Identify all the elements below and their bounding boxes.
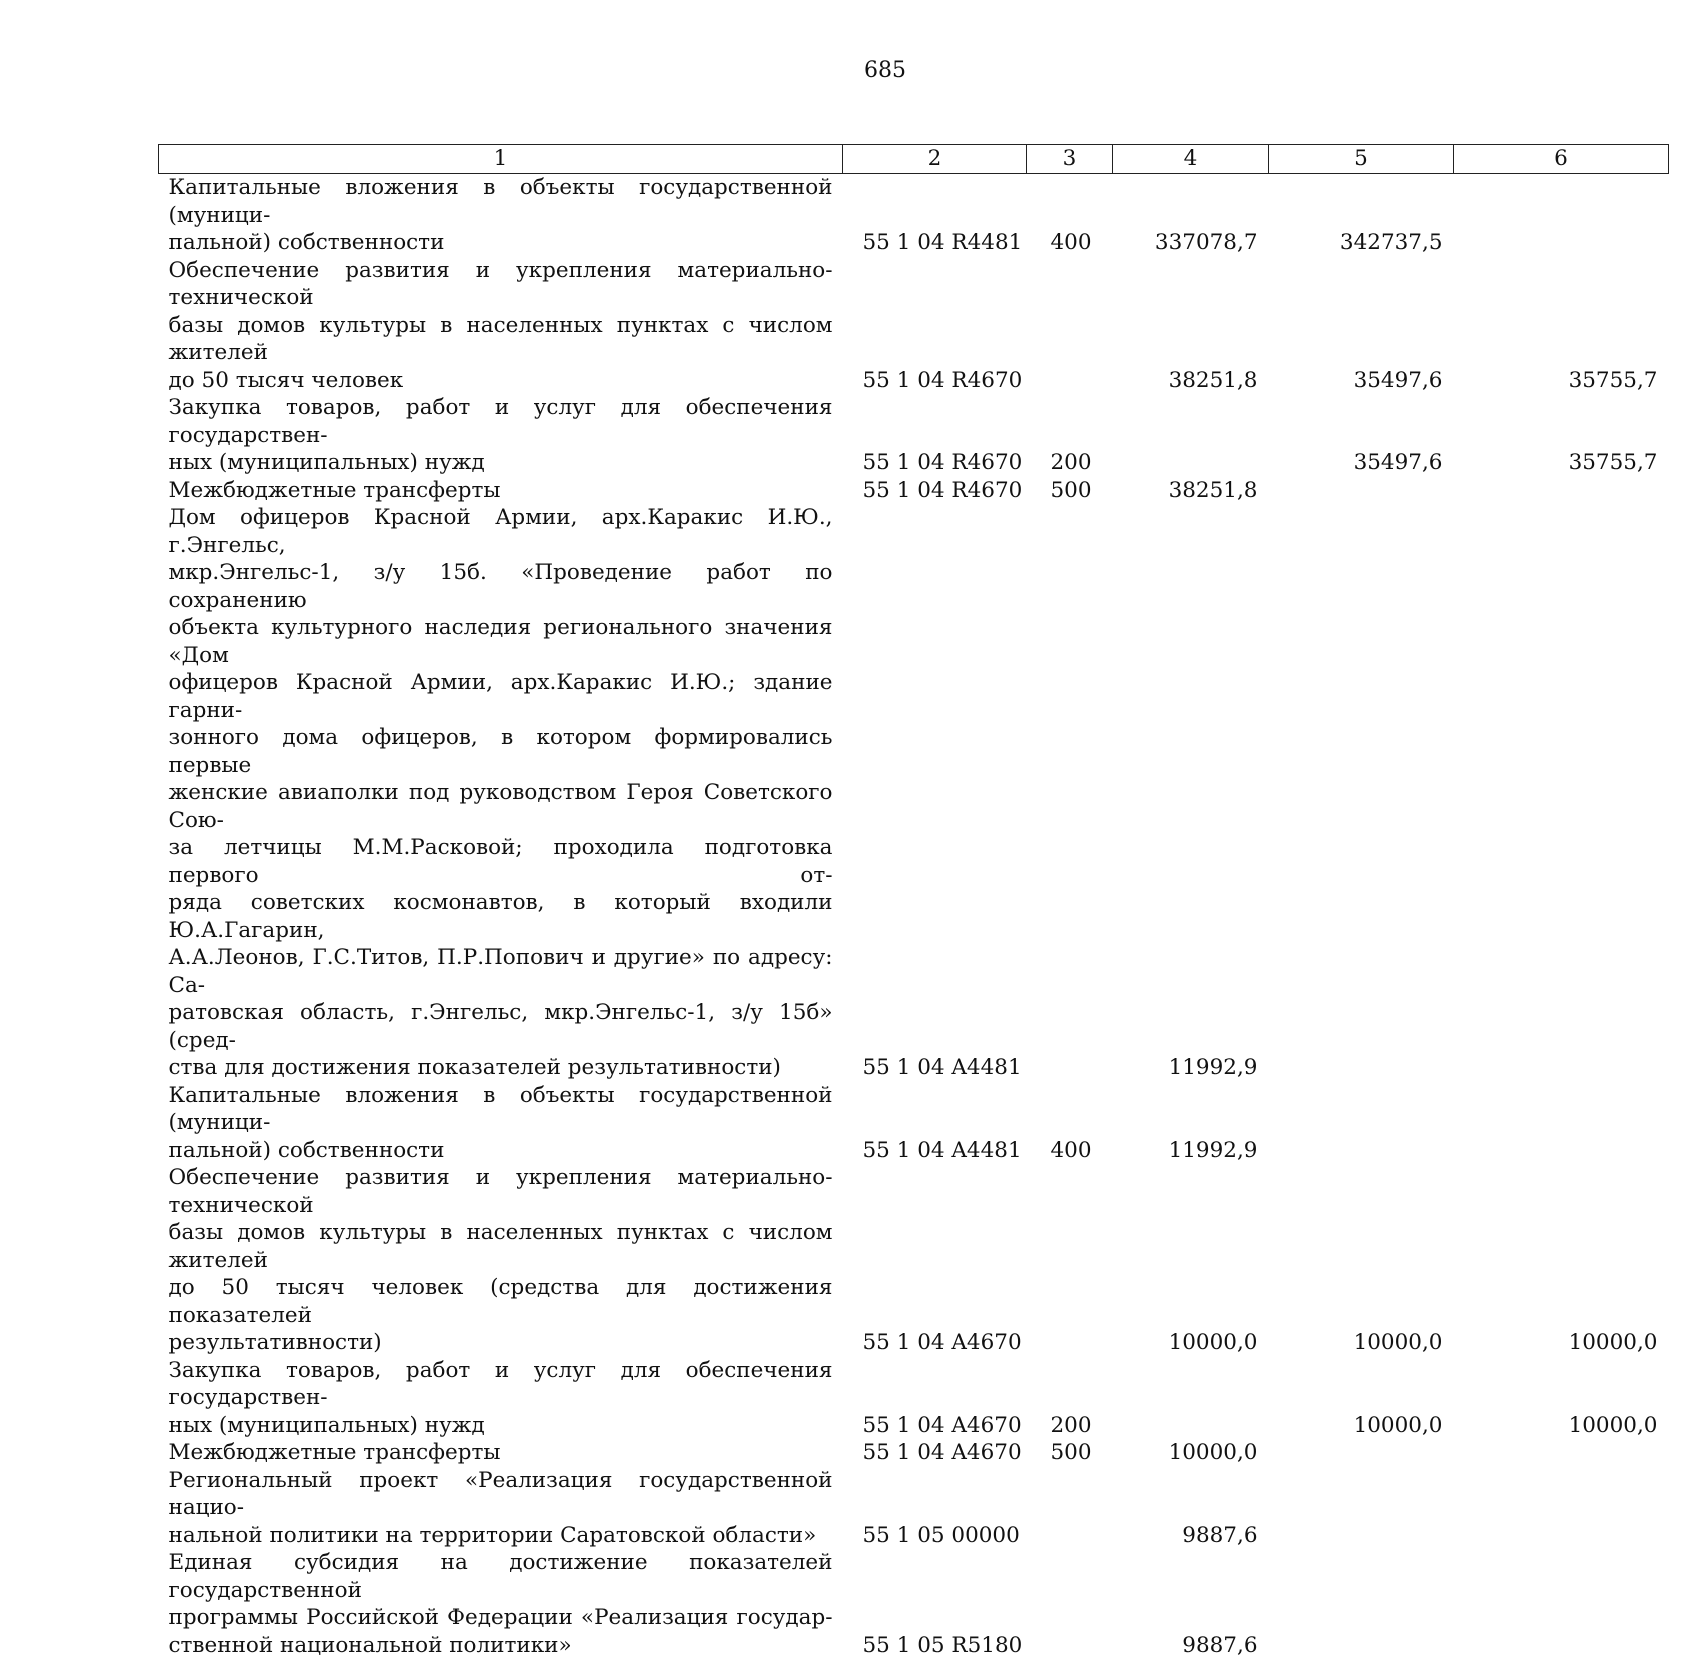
row-sum-2 [1269,504,1454,1082]
row-sum-3 [1454,1549,1669,1659]
table-row [159,504,1669,1082]
column-header-6: 6 [1454,145,1669,174]
row-sum-1: 11992,9 [1113,1082,1269,1165]
row-sum-3 [1454,174,1669,257]
row-code: 55 1 04 A4481 [843,1082,1027,1165]
row-code: 55 1 04 A4670 [843,1357,1027,1440]
table-row [159,1467,1669,1550]
row-expense-type [1027,504,1113,1082]
row-name-line: мкр.Энгельс-1, з/у 15б. «Проведение работ по сохранению [169,559,833,614]
row-code: 55 1 05 R5180 [843,1549,1027,1659]
table-header [159,145,1669,174]
row-name [159,174,843,257]
table-body [159,174,1669,1659]
column-header-2: 2 [843,145,1027,174]
row-expense-type [1027,1467,1113,1550]
row-name [159,1164,843,1357]
row-name-line: за летчицы М.М.Расковой; проходила подготовка первого от- [169,834,833,889]
table-row [159,1082,1669,1165]
row-expense-type [1027,1164,1113,1357]
row-name [159,1439,843,1467]
row-sum-3 [1454,477,1669,505]
row-name-line: Капитальные вложения в объекты государственной (муници- [169,174,833,229]
row-name [159,257,843,395]
row-expense-type: 500 [1027,1439,1113,1467]
row-sum-1: 337078,7 [1113,174,1269,257]
row-expense-type: 200 [1027,1357,1113,1440]
row-name-line: до 50 тысяч человек (средства для достижения показателей [169,1274,833,1329]
row-sum-3: 35755,7 [1454,394,1669,477]
row-expense-type: 500 [1027,477,1113,505]
table-row [159,1549,1669,1659]
row-sum-3 [1454,1439,1669,1467]
table-row [159,1439,1669,1467]
row-name-line: пальной) собственности [169,229,833,257]
row-name-line: Межбюджетные трансферты [169,477,833,505]
row-code: 55 1 04 R4481 [843,174,1027,257]
row-expense-type [1027,1549,1113,1659]
row-name-line: Обеспечение развития и укрепления материально-технической [169,1164,833,1219]
row-name [159,1467,843,1550]
row-code: 55 1 04 R4670 [843,394,1027,477]
row-sum-1 [1113,1357,1269,1440]
row-sum-1: 9887,6 [1113,1467,1269,1550]
row-expense-type: 400 [1027,1082,1113,1165]
row-sum-3: 10000,0 [1454,1357,1669,1440]
row-sum-1: 9887,6 [1113,1549,1269,1659]
row-code: 55 1 04 A4670 [843,1439,1027,1467]
row-sum-3 [1454,1467,1669,1550]
row-name-line: А.А.Леонов, Г.С.Титов, П.Р.Попович и другие» по адресу: Са- [169,944,833,999]
row-name-line: Капитальные вложения в объекты государственной (муници- [169,1082,833,1137]
row-name-line: ства для достижения показателей результативности) [169,1054,833,1082]
row-expense-type: 200 [1027,394,1113,477]
table-row [159,1164,1669,1357]
row-name-line: ратовская область, г.Энгельс, мкр.Энгельс-1, з/у 15б» (сред- [169,999,833,1054]
row-sum-1: 38251,8 [1113,257,1269,395]
row-sum-2: 10000,0 [1269,1357,1454,1440]
table-row [159,174,1669,257]
row-sum-1: 10000,0 [1113,1164,1269,1357]
row-sum-2 [1269,477,1454,505]
row-name-line: ных (муниципальных) нужд [169,1412,833,1440]
row-name-line: базы домов культуры в населенных пунктах с числом жителей [169,312,833,367]
column-header-5: 5 [1269,145,1454,174]
row-sum-1: 10000,0 [1113,1439,1269,1467]
row-name-line: Закупка товаров, работ и услуг для обеспечения государствен- [169,394,833,449]
row-expense-type: 400 [1027,174,1113,257]
row-name [159,504,843,1082]
row-name [159,1082,843,1165]
row-sum-2: 35497,6 [1269,394,1454,477]
row-name-line: зонного дома офицеров, в котором формировались первые [169,724,833,779]
row-sum-1 [1113,394,1269,477]
row-name-line: ственной национальной политики» [169,1632,833,1659]
table-row [159,477,1669,505]
row-sum-2: 35497,6 [1269,257,1454,395]
page-number: 685 [0,58,1697,84]
row-name-line: ряда советских космонавтов, в который входили Ю.А.Гагарин, [169,889,833,944]
row-name-line: результативности) [169,1329,833,1357]
table-row [159,394,1669,477]
row-name-line: до 50 тысяч человек [169,367,833,395]
row-sum-3: 35755,7 [1454,257,1669,395]
row-sum-1: 38251,8 [1113,477,1269,505]
row-name [159,477,843,505]
row-name-line: программы Российской Федерации «Реализация государ- [169,1604,833,1632]
row-sum-1: 11992,9 [1113,504,1269,1082]
row-name-line: базы домов культуры в населенных пунктах с числом жителей [169,1219,833,1274]
row-name [159,1357,843,1440]
row-name-line: Единая субсидия на достижение показателей государственной [169,1549,833,1604]
row-code: 55 1 05 00000 [843,1467,1027,1550]
row-sum-2: 10000,0 [1269,1164,1454,1357]
row-code: 55 1 04 A4670 [843,1164,1027,1357]
row-sum-2 [1269,1467,1454,1550]
row-code: 55 1 04 R4670 [843,257,1027,395]
row-name [159,1549,843,1659]
row-name-line: пальной) собственности [169,1137,833,1165]
row-name-line: Дом офицеров Красной Армии, арх.Каракис И.Ю., г.Энгельс, [169,504,833,559]
row-name-line: офицеров Красной Армии, арх.Каракис И.Ю.; здание гарни- [169,669,833,724]
budget-table [158,144,1669,1659]
row-name-line: Региональный проект «Реализация государственной нацио- [169,1467,833,1522]
column-header-4: 4 [1113,145,1269,174]
row-name-line: Межбюджетные трансферты [169,1439,833,1467]
row-expense-type [1027,257,1113,395]
row-name-line: Обеспечение развития и укрепления материально-технической [169,257,833,312]
row-sum-2 [1269,1439,1454,1467]
table-row [159,257,1669,395]
row-name-line: ных (муниципальных) нужд [169,449,833,477]
row-name [159,394,843,477]
row-name-line: женские авиаполки под руководством Героя Советского Сою- [169,779,833,834]
row-sum-3 [1454,504,1669,1082]
column-header-3: 3 [1027,145,1113,174]
row-sum-3 [1454,1082,1669,1165]
row-sum-2 [1269,1082,1454,1165]
row-name-line: объекта культурного наследия регионального значения «Дом [169,614,833,669]
row-code: 55 1 04 A4481 [843,504,1027,1082]
row-name-line: нальной политики на территории Саратовской области» [169,1522,833,1550]
row-sum-3: 10000,0 [1454,1164,1669,1357]
row-name-line: Закупка товаров, работ и услуг для обеспечения государствен- [169,1357,833,1412]
row-sum-2: 342737,5 [1269,174,1454,257]
row-sum-2 [1269,1549,1454,1659]
header-row [159,145,1669,174]
column-header-1: 1 [159,145,843,174]
table-row [159,1357,1669,1440]
row-code: 55 1 04 R4670 [843,477,1027,505]
